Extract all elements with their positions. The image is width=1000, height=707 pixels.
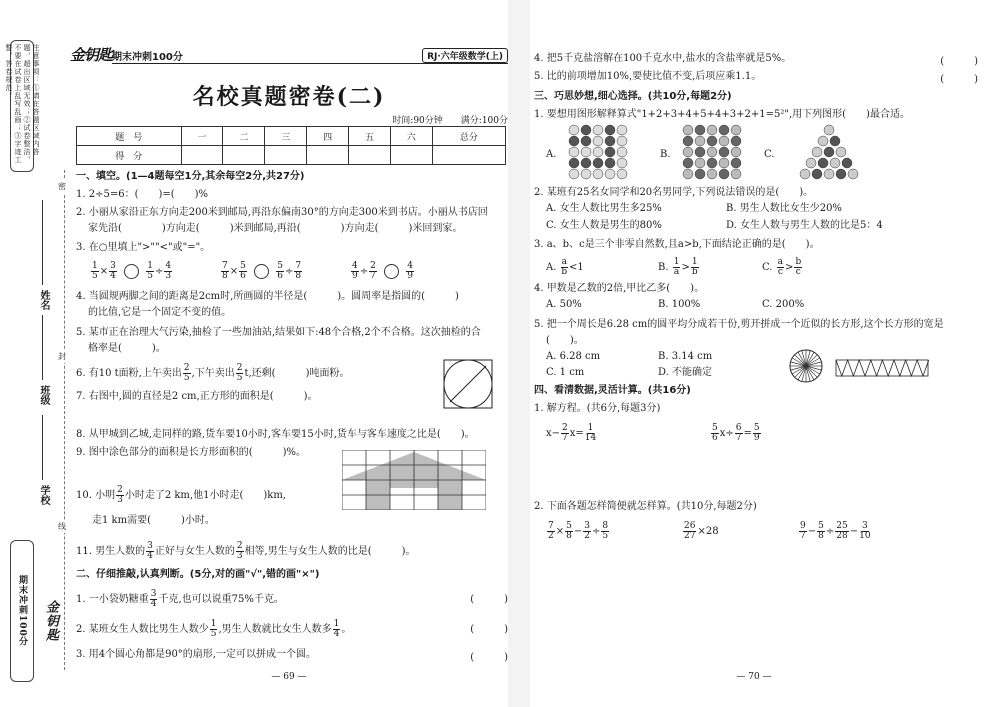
fill-q7: 7. 右图中,圆的直径是2 cm,正方形的面积是( )。: [76, 391, 318, 402]
figure-dot: [836, 169, 846, 179]
judge-q2-text-c: 。: [341, 624, 352, 635]
figure-dot: [569, 136, 579, 146]
score-row-label: 得 分: [77, 146, 182, 165]
figure-dot: [569, 158, 579, 168]
judge-q2-text-a: 2. 某班女生人数比男生人数少: [76, 624, 209, 635]
choice-q2: 2. 某班有25名女同学和20名男同学,下列说法错误的是( )。: [534, 187, 814, 198]
field-class-line[interactable]: [42, 315, 43, 380]
choice-q4-option-a[interactable]: A. 50%: [546, 299, 582, 310]
judge-q1-answer[interactable]: ( ): [470, 594, 508, 605]
figure-dot: [683, 158, 693, 168]
page-70: [530, 0, 978, 707]
simplify-expr-2: $\frac{26}{27}$ ×28: [684, 521, 719, 541]
figure-dot: [719, 147, 729, 157]
choice-q3-option-b-label: B.: [658, 262, 669, 273]
fill-q8: 8. 从甲城到乙城,走同样的路,货车要10小时,客车要15小时,货车与客车速度之比是( )。: [76, 429, 475, 440]
choice-q2-option-c[interactable]: C. 女生人数是男生的80%: [546, 220, 662, 231]
figure-dot: [605, 158, 615, 168]
seal-char-xian: 线: [58, 522, 66, 531]
compare-circle[interactable]: [124, 264, 139, 279]
figure-dot: [683, 125, 693, 135]
score-cell[interactable]: [307, 146, 349, 165]
figure-dot: [812, 169, 822, 179]
score-header-row: [77, 127, 506, 146]
score-cell[interactable]: [223, 146, 265, 165]
dot-grid-figure-b: [680, 124, 744, 182]
choice-q1-option-a[interactable]: A.: [546, 149, 557, 160]
figure-dot: [581, 136, 591, 146]
field-school-line[interactable]: [42, 415, 43, 480]
figure-dot: [719, 136, 729, 146]
score-header-cell: 一: [181, 127, 223, 146]
choice-q1: 1. 要想用图形解释算式"1+2+3+4+5+4+3+2+1=5²",用下列图形( )最合适。: [534, 109, 910, 120]
fill-q2-line1: 2. 小丽从家沿正东方向走200米到邮局,再沿东偏南30°的方向走300米到书店。小丽从书店回: [76, 207, 488, 218]
figure-dot: [731, 169, 741, 179]
notice-box: [5, 40, 40, 172]
choice-q5-option-b[interactable]: B. 3.14 cm: [658, 351, 713, 362]
choice-q5-option-c[interactable]: C. 1 cm: [546, 367, 585, 378]
choice-q4-option-b[interactable]: B. 100%: [658, 299, 701, 310]
simplify-expr-3: $\frac{9}{7}$ − $\frac{5}{8}$ ÷ $\frac{25}{28}$ − $\frac{3}{10}$: [800, 521, 871, 541]
badge-text: 期末冲刺100分: [17, 575, 27, 647]
figure-dot: [617, 125, 627, 135]
figure-dot: [731, 125, 741, 135]
score-header-cell: 五: [349, 127, 391, 146]
figure-dot: [581, 158, 591, 168]
judge-q4: 4. 把5千克盐溶解在100千克水中,盐水的含盐率就是5%。: [534, 53, 792, 64]
judge-q5: 5. 比的前项增加10%,要使比值不变,后项应乘1.1。: [534, 71, 762, 82]
judge-q5-answer[interactable]: ( ): [940, 74, 978, 85]
shaded-grid-figure: [340, 448, 490, 512]
figure-dot: [683, 136, 693, 146]
fill-q11-text-a: 11. 男生人数的: [76, 546, 146, 557]
figure-dot: [824, 169, 834, 179]
figure-dot: [581, 125, 591, 135]
judge-q2-answer[interactable]: ( ): [470, 624, 508, 635]
field-name-line[interactable]: [42, 200, 43, 285]
fill-q10-text-a: 10. 小明: [76, 490, 116, 501]
figure-dot: [593, 125, 603, 135]
fill-q11-text-c: 相等,男生与女生人数的比是( )。: [244, 546, 416, 557]
fill-q4-line1: 4. 当圆规两脚之间的距离是2cm时,所画圆的半径是( )。圆周率是指圆的( ): [76, 291, 459, 302]
fill-q5-line2: 格率是( )。: [88, 343, 166, 354]
notice-text: 注意事项：①请在答题区域内答题，超出区域无效；②试卷整洁，不要在试卷上乱写乱画；③字迹工整，答卷规范。: [5, 44, 40, 164]
figure-dot: [707, 147, 717, 157]
choice-q3-option-b[interactable]: B. $\frac{1}{a}$ > $\frac{1}{b}$: [658, 257, 698, 277]
page-69: [70, 0, 508, 707]
score-header-cell: 三: [265, 127, 307, 146]
figure-dot: [695, 169, 705, 179]
judge-q2: 2. 某班女生人数比男生人数少 $\frac{1}{5}$ ,男生人数就比女生人数多 $\frac{1}{4}$ 。: [76, 619, 352, 639]
figure-dot: [617, 158, 627, 168]
figure-dot: [683, 169, 693, 179]
compare-expr-2: $\frac{7}{8}$ × $\frac{5}{6}$ $\frac{5}{6}$ ÷ $\frac{7}{8}$: [222, 261, 302, 281]
figure-dot: [806, 158, 816, 168]
judge-q3: 3. 用4个圆心角都是90°的扇形,一定可以拼成一个圆。: [76, 649, 316, 660]
figure-dot: [593, 136, 603, 146]
brand-subtitle: 期末冲刺100分: [112, 52, 183, 63]
figure-dot: [719, 158, 729, 168]
fill-q10-text-b: 小时走了2 km,他1小时走( )km,: [124, 490, 286, 501]
figure-dot: [695, 147, 705, 157]
margin-strip: [0, 0, 70, 707]
compare-circle[interactable]: [254, 264, 269, 279]
fill-q4-line2: 的比值,它是一个固定不变的值。: [88, 307, 232, 318]
section-4-heading: 四、看清数据,灵活计算。(共16分): [534, 385, 691, 396]
figure-dot: [707, 158, 717, 168]
score-value-row: [77, 146, 506, 165]
figure-dot: [842, 158, 852, 168]
score-cell[interactable]: [390, 146, 432, 165]
choice-q5-line1: 5. 把一个周长是6.28 cm的圆平均分成若干份,剪开拼成一个近似的长方形,这个长方形的宽是: [534, 319, 944, 330]
figure-dot: [605, 169, 615, 179]
choice-q5-line2: ( )。: [546, 335, 584, 346]
fill-q10-line1: 10. 小明 $\frac{2}{3}$ 小时走了2 km,他1小时走( )km,: [76, 485, 286, 505]
score-cell[interactable]: [181, 146, 223, 165]
figure-dot: [683, 147, 693, 157]
choice-q4-option-c[interactable]: C. 200%: [762, 299, 805, 310]
figure-dot: [617, 136, 627, 146]
fill-q1: 1. 2÷5=6：( )=( )%: [76, 189, 209, 200]
binding-line: [64, 170, 65, 670]
fill-q5-line1: 5. 某市正在治理大气污染,抽检了一些加油站,结果如下:48个合格,2个不合格。这次抽检的合: [76, 327, 481, 338]
figure-dot: [695, 136, 705, 146]
score-cell[interactable]: [349, 146, 391, 165]
figure-dot: [605, 147, 615, 157]
figure-dot: [617, 169, 627, 179]
fill-q2-line2: 家先沿( )方向走( )米到邮局,再沿( )方向走( )米回到家。: [88, 223, 463, 234]
fill-q6-text-b: ,下午卖出: [191, 368, 235, 379]
calc-q2-heading: 2. 下面各题怎样简便就怎样算。(共10分,每题2分): [534, 501, 757, 512]
choice-q3-option-a[interactable]: A. $\frac{a}{b}$ <1: [546, 257, 584, 277]
dot-grid-figure-a: [566, 124, 630, 182]
judge-q1-text-a: 1. 一小袋奶糖重: [76, 594, 149, 605]
zigzag-edge: [836, 360, 929, 376]
field-school-label: 学校: [38, 485, 49, 505]
choice-q4: 4. 甲数是乙数的2倍,甲比乙多( )。: [534, 283, 705, 294]
figure-dot: [812, 147, 822, 157]
page-number-70: — 70 —: [736, 672, 772, 682]
brand-logo: 金钥匙: [70, 46, 113, 64]
circle-in-square-figure: [440, 356, 496, 412]
edition-tag: RJ·六年级数学(上): [422, 48, 508, 63]
choice-q2-option-a[interactable]: A. 女生人数比男生多25%: [546, 203, 662, 214]
sliced-circle-figure: [788, 348, 824, 384]
judge-q2-text-b: ,男生人数就比女生人数多: [218, 624, 332, 635]
figure-dot: [593, 169, 603, 179]
figure-dot: [836, 147, 846, 157]
figure-dot: [617, 147, 627, 157]
fill-q11-text-b: 正好与女生人数的: [154, 546, 235, 557]
figure-dot: [824, 147, 834, 157]
score-header-cell: 题 号: [77, 127, 182, 146]
score-header-cell: 二: [223, 127, 265, 146]
time-score-line: 时间:90分钟 满分:100分: [392, 116, 508, 126]
score-table: [76, 126, 506, 165]
dot-pyramid-figure-c: [782, 124, 876, 182]
figure-dot: [731, 147, 741, 157]
calc-q1-heading: 1. 解方程。(共6分,每题3分): [534, 403, 661, 414]
figure-dot: [731, 158, 741, 168]
figure-dot: [707, 125, 717, 135]
brand-bar: [70, 48, 508, 66]
choice-q5-option-a[interactable]: A. 6.28 cm: [546, 351, 601, 362]
fill-q6: 6. 有10 t面粉,上午卖出 $\frac{2}{5}$ ,下午卖出 $\frac{2}{5}$ t,还剩( )吨面粉。: [76, 363, 350, 383]
fill-q6-text-c: t,还剩( )吨面粉。: [244, 368, 350, 379]
figure-dot: [569, 125, 579, 135]
score-header-cell: 总分: [432, 127, 505, 146]
choice-q3: 3. a、b、c是三个非零自然数,且a>b,下面结论正确的是( )。: [534, 239, 820, 250]
section-2-heading: 二、仔细推敲,认真判断。(5分,对的画"√",错的画"×"): [76, 569, 320, 580]
figure-dot: [593, 158, 603, 168]
choice-q1-option-c[interactable]: C.: [764, 149, 775, 160]
figure-dot: [695, 158, 705, 168]
badge-box: [10, 540, 34, 682]
choice-q2-option-b[interactable]: B. 男生人数比女生少20%: [726, 203, 842, 214]
score-cell[interactable]: [265, 146, 307, 165]
fill-q3: 3. 在○里填上">""<"或"="。: [76, 242, 211, 253]
figure-dot: [695, 125, 705, 135]
figure-dot: [605, 125, 615, 135]
figure-dot: [719, 169, 729, 179]
judge-q4-answer[interactable]: ( ): [940, 56, 978, 67]
figure-dot: [569, 169, 579, 179]
choice-q5-option-d[interactable]: D. 不能确定: [658, 367, 713, 378]
figure-dot: [830, 158, 840, 168]
paper-title: 名校真题密卷(二): [192, 84, 386, 110]
choice-q1-option-b[interactable]: B.: [660, 149, 671, 160]
figure-dot: [707, 136, 717, 146]
score-cell[interactable]: [432, 146, 505, 165]
figure-dot: [719, 125, 729, 135]
choice-q2-option-d[interactable]: D. 女生人数与男生人数的比是5：4: [726, 220, 883, 231]
figure-dot: [800, 169, 810, 179]
brand-rule: [112, 63, 508, 64]
figure-dot: [569, 147, 579, 157]
section-3-heading: 三、巧思妙想,细心选择。(共10分,每题2分): [534, 91, 732, 102]
judge-q1: 1. 一小袋奶糖重 $\frac{3}{4}$ 千克,也可以说重75%千克。: [76, 589, 284, 609]
compare-expr-1: $\frac{1}{5}$ × $\frac{3}{4}$ $\frac{1}{5}$ ÷ $\frac{4}{3}$: [92, 261, 172, 281]
judge-q1-text-b: 千克,也可以说重75%千克。: [158, 594, 284, 605]
figure-dot: [593, 147, 603, 157]
figure-dot: [848, 169, 858, 179]
choice-q3-option-a-label: A.: [546, 262, 557, 273]
figure-dot: [707, 169, 717, 179]
figure-dot: [605, 136, 615, 146]
fill-q11: 11. 男生人数的 $\frac{3}{4}$ 正好与女生人数的 $\frac{2}{3}$ 相等,男生与女生人数的比是( )。: [76, 541, 416, 561]
figure-dot: [818, 136, 828, 146]
choice-q3-option-c[interactable]: C. $\frac{a}{c}$ > $\frac{b}{c}$: [762, 257, 802, 277]
figure-dot: [830, 136, 840, 146]
fill-q10-line2: 走1 km需要( )小时。: [92, 515, 215, 526]
rearranged-rectangle-figure: [834, 358, 930, 378]
compare-circle[interactable]: [384, 264, 399, 279]
page-gutter: [508, 0, 530, 707]
figure-dot: [581, 147, 591, 157]
fill-q9: 9. 图中涂色部分的面积是长方形面积的( )%。: [76, 447, 307, 458]
figure-dot: [818, 158, 828, 168]
figure-dot: [824, 125, 834, 135]
equation-2: $\frac{5}{6}$ x÷ $\frac{6}{7}$ = $\frac{5}{9}$: [712, 423, 760, 443]
simplify-expr-1: $\frac{7}{2}$ × $\frac{5}{8}$ − $\frac{3}{2}$ ÷ $\frac{8}{5}$: [548, 521, 609, 541]
field-class-label: 班级: [38, 385, 49, 405]
score-header-cell: 四: [307, 127, 349, 146]
badge-logo: 金钥匙: [43, 600, 58, 642]
page-number-69: — 69 —: [271, 672, 307, 682]
seal-char-feng: 封: [58, 352, 66, 361]
compare-expr-3: $\frac{4}{9}$ ÷ $\frac{2}{7}$ $\frac{4}{9}$: [352, 261, 413, 281]
equation-1: x− $\frac{2}{7}$ x= $\frac{1}{14}$: [546, 423, 597, 443]
figure-dot: [581, 169, 591, 179]
fill-q6-text-a: 6. 有10 t面粉,上午卖出: [76, 368, 182, 379]
field-name-label: 姓名: [38, 290, 49, 310]
seal-char-mi: 密: [58, 182, 66, 191]
figure-dot: [731, 136, 741, 146]
section-1-heading: 一、填空。(1—4题每空1分,其余每空2分,共27分): [76, 171, 305, 182]
judge-q3-answer[interactable]: ( ): [470, 652, 508, 663]
choice-q3-option-c-label: C.: [762, 262, 773, 273]
score-header-cell: 六: [390, 127, 432, 146]
